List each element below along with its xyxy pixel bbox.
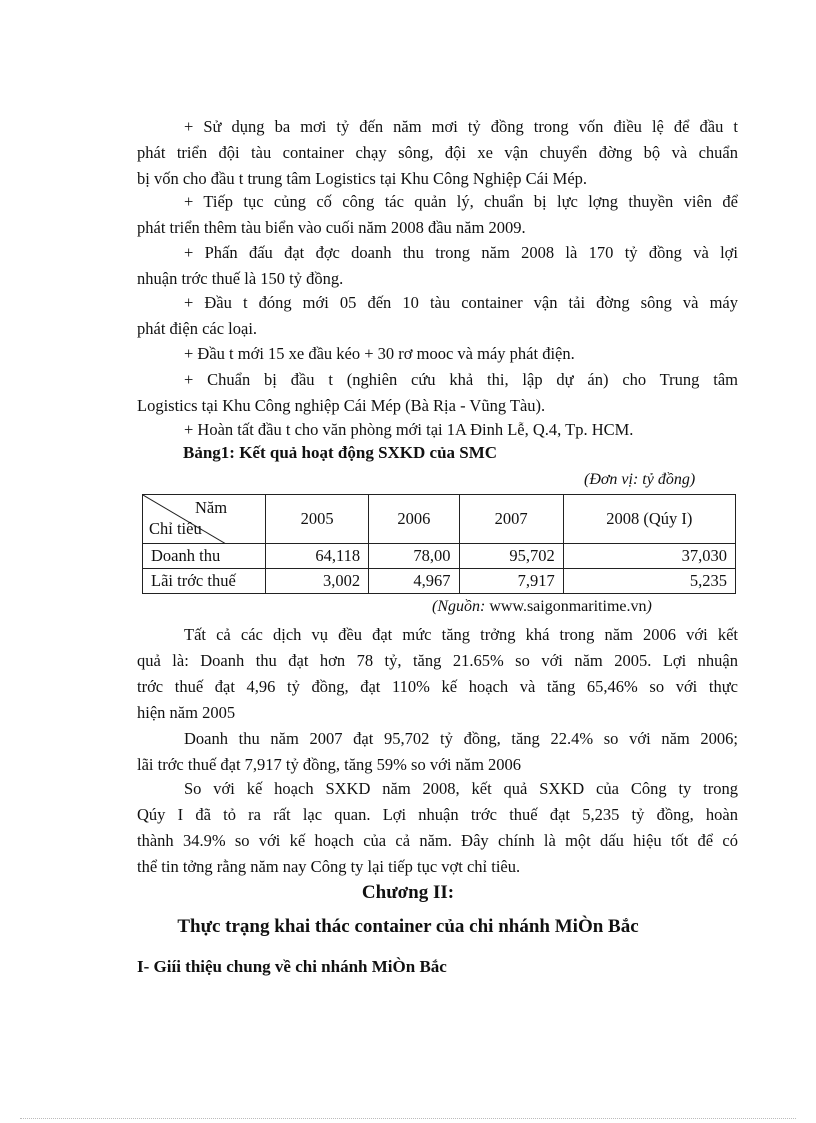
table-row: [143, 569, 736, 594]
text-line: Logistics tại Khu Công nghiệp Cái Mép (Bà Rịa - Vũng Tàu).: [137, 396, 546, 415]
source-label: (Nguồn:: [432, 598, 486, 615]
text-line: + Sử dụng ba mơi tỷ đến năm mơi tỷ đồng trong vốn điều lệ để đầu t: [184, 117, 738, 136]
text-line: + Đầu t đóng mới 05 đến 10 tàu container vận tải đờng sông và máy: [184, 293, 738, 312]
text-line: + Hoàn tất đầu t cho văn phòng mới tại 1A Đinh Lễ, Q.4, Tp. HCM.: [184, 420, 634, 439]
chapter-subtitle: Thực trạng khai thác container của chi nhánh MiÒn Bắc: [177, 916, 639, 937]
corner-label-indicator: Chỉ tiêu: [149, 519, 202, 538]
text-line: phát triển thêm tàu biển vào cuối năm 2008 đầu năm 2009.: [137, 218, 526, 237]
paragraph-top-3: [137, 240, 738, 292]
table-unit: (Đơn vị: tỷ đồng): [584, 471, 696, 488]
table-cell: 4,967: [369, 569, 459, 594]
table-cell: 95,702: [459, 544, 563, 569]
text-line: quả là: Doanh thu đạt hơn 78 tỷ, tăng 21.65% so với năm 2005. Lợi nhuận: [137, 651, 738, 670]
section-heading: I- Giíi thiệu chung về chi nhánh MiÒn Bắc: [137, 957, 447, 976]
text-line: thể tin tởng rằng năm nay Công ty lại tiếp tục vợt chỉ tiêu.: [137, 857, 521, 876]
text-line: phát điện các loại.: [137, 319, 258, 338]
paragraph-top-2: [137, 189, 738, 241]
page-footer-divider: [20, 1118, 796, 1119]
paragraph-top-4: [137, 290, 738, 342]
year-header: 2005: [266, 495, 369, 544]
text-line: Tất cả các dịch vụ đều đạt mức tăng trởng khá trong năm 2006 với kết: [184, 625, 738, 644]
paragraph-bottom-3: [137, 776, 738, 880]
text-line: So với kế hoạch SXKD năm 2008, kết quả SXKD của Công ty trong: [184, 779, 738, 798]
table-cell: 64,118: [266, 544, 369, 569]
table-cell: 7,917: [459, 569, 563, 594]
year-header: 2006: [369, 495, 459, 544]
table-cell: 5,235: [563, 569, 735, 594]
paragraph-top-6: [137, 367, 738, 419]
text-line: lãi trớc thuế đạt 7,917 tỷ đồng, tăng 59% so với năm 2006: [137, 755, 522, 774]
row-label: Lãi trớc thuế: [143, 569, 266, 594]
text-line: + Phấn đấu đạt đợc doanh thu trong năm 2008 là 170 tỷ đồng và lợi: [184, 243, 738, 262]
row-label: Doanh thu: [143, 544, 266, 569]
paragraph-top-1: [137, 114, 738, 192]
table-cell: 37,030: [563, 544, 735, 569]
table-cell: 3,002: [266, 569, 369, 594]
text-line: bị vốn cho đầu t trung tâm Logistics tại Khu Công Nghiệp Cái Mép.: [137, 169, 588, 188]
paragraph-bottom-1: [137, 622, 738, 726]
table-header-row: [143, 495, 736, 544]
text-line: + Chuẩn bị đầu t (nghiên cứu khả thi, lập dự án) cho Trung tâm: [184, 370, 738, 389]
paragraph-top-5: [137, 341, 738, 367]
text-line: Qúy I đã tỏ ra rất lạc quan. Lợi nhuận trớc thuế đạt 5,235 tỷ đồng, hoàn: [137, 805, 738, 824]
paragraph-top-7: [137, 417, 738, 443]
corner-label-year: Năm: [195, 498, 228, 517]
text-line: Doanh thu năm 2007 đạt 95,702 tỷ đồng, tăng 22.4% so với năm 2006;: [184, 729, 738, 748]
text-line: + Đầu t mới 15 xe đầu kéo + 30 rơ mooc và máy phát điện.: [184, 344, 575, 363]
source-url: www.saigonmaritime.vn: [489, 598, 647, 615]
text-line: phát triển đội tàu container chạy sông, đội xe vận chuyển đờng bộ và chuẩn: [137, 143, 738, 162]
text-line: thành 34.9% so với kế hoạch của cả năm. Đây chính là một dấu hiệu tốt để có: [137, 831, 738, 850]
table-row: [143, 544, 736, 569]
table-cell: 78,00: [369, 544, 459, 569]
text-line: trớc thuế đạt 4,96 tỷ đồng, đạt 110% kế hoạch và tăng 65,46% so với thực: [137, 677, 738, 696]
table-corner-cell: [143, 495, 266, 544]
year-header: 2008 (Qúy I): [563, 495, 735, 544]
text-line: nhuận trớc thuế là 150 tỷ đồng.: [137, 269, 344, 288]
table-caption: Bảng1: Kết quả hoạt động SXKD của SMC: [183, 443, 498, 462]
chapter-title: Chương II:: [361, 882, 455, 903]
source-close: ): [646, 598, 652, 615]
table-source: [432, 598, 652, 616]
paragraph-bottom-2: [137, 726, 738, 778]
results-table: [142, 494, 736, 594]
text-line: hiện năm 2005: [137, 703, 236, 722]
year-header: 2007: [459, 495, 563, 544]
text-line: + Tiếp tục củng cố công tác quản lý, chuẩn bị lực lợng thuyền viên để: [184, 192, 738, 211]
